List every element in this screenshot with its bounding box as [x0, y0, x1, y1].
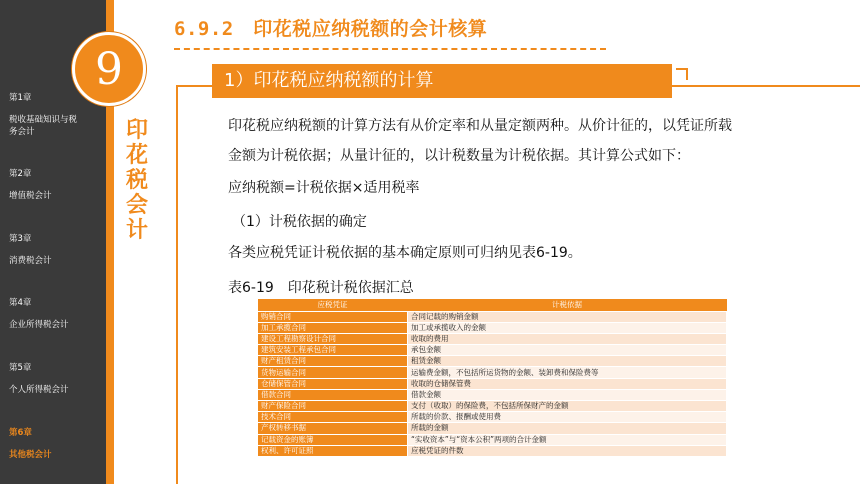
section-number-badge: 9 [72, 32, 146, 106]
table-cell-basis: 加工或承揽收入的金额 [408, 322, 727, 333]
chapter-name: 税收基础知识与税务会计 [9, 115, 78, 137]
table-row [258, 367, 727, 378]
chapter-number: 第3章 [9, 234, 32, 244]
tax-basis-table [257, 299, 727, 457]
table-cell-document: 加工承揽合同 [258, 322, 408, 333]
table-cell-document: 建设工程勘察设计合同 [258, 333, 408, 344]
sidebar-item-chapter-3[interactable] [9, 233, 52, 267]
table-cell-document: 权利、许可证照 [258, 445, 408, 456]
chapter-number: 第4章 [9, 298, 32, 308]
sidebar-item-chapter-6[interactable] [9, 427, 52, 461]
sidebar-item-chapter-2[interactable] [9, 168, 52, 202]
sidebar-item-chapter-5[interactable] [9, 362, 69, 396]
table-cell-document: 技术合同 [258, 412, 408, 423]
table-cell-basis: 所载的价款、报酬或使用费 [408, 412, 727, 423]
subsection-title: 1）印花税应纳税额的计算 [212, 64, 672, 98]
table-row [258, 311, 727, 322]
table-row [258, 389, 727, 400]
table-row [258, 322, 727, 333]
sidebar-item-chapter-1[interactable] [9, 92, 79, 138]
table-row [258, 445, 727, 456]
point-heading: （1）计税依据的确定 [232, 214, 367, 230]
title-divider [174, 48, 606, 50]
table-cell-basis: 支付（收取）的保险费，不包括所保财产的金额 [408, 401, 727, 412]
body-text: 金额为计税依据；从量计征的，以计税数量为计税依据。其计算公式如下： [228, 148, 690, 164]
chapter-name: 消费税会计 [9, 256, 52, 266]
table-cell-basis: 应税凭证的件数 [408, 445, 727, 456]
table-row [258, 333, 727, 344]
table-row [258, 345, 727, 356]
column-header: 计税依据 [408, 299, 727, 311]
body-text: 各类应税凭证计税依据的基本确定原则可归纳见表6-19。 [228, 245, 582, 261]
table-cell-document: 货物运输合同 [258, 367, 408, 378]
table-cell-basis: 所载的金额 [408, 423, 727, 434]
formula-text: 应纳税额=计税依据×适用税率 [228, 180, 420, 196]
table-row [258, 423, 727, 434]
table-cell-document: 财产保险合同 [258, 401, 408, 412]
table-caption: 表6-19 印花税计税依据汇总 [228, 280, 414, 296]
table-cell-document: 借款合同 [258, 389, 408, 400]
table-cell-basis: 合同记载的购销金额 [408, 311, 727, 322]
table-row [258, 412, 727, 423]
table-cell-basis: 借款金额 [408, 389, 727, 400]
table-row [258, 356, 727, 367]
sidebar-item-chapter-4[interactable] [9, 297, 69, 331]
table-row [258, 434, 727, 445]
table-row [258, 378, 727, 389]
table-cell-document: 购销合同 [258, 311, 408, 322]
chapter-name: 增值税会计 [9, 191, 52, 201]
table-cell-basis: “实收资本”与“资本公积”两项的合计金额 [408, 434, 727, 445]
table-cell-basis: 租赁金额 [408, 356, 727, 367]
column-header: 应税凭证 [258, 299, 408, 311]
chapter-number: 第6章 [9, 428, 32, 438]
table-row [258, 401, 727, 412]
table-cell-document: 财产租赁合同 [258, 356, 408, 367]
chapter-name: 企业所得税会计 [9, 320, 69, 330]
table-cell-document: 建筑安装工程承包合同 [258, 345, 408, 356]
frame-corner [676, 68, 688, 80]
vertical-section-label: 印花税会计 [125, 118, 148, 243]
chapter-number: 第5章 [9, 363, 32, 373]
table-cell-document: 产权转移书据 [258, 423, 408, 434]
chapter-number: 第2章 [9, 169, 32, 179]
body-text: 印花税应纳税额的计算方法有从价定率和从量定额两种。从价计征的，以凭证所载 [228, 118, 732, 134]
page-title: 6.9.2 印花税应纳税额的会计核算 [174, 18, 488, 40]
table-cell-basis: 收取的费用 [408, 333, 727, 344]
chapter-name: 其他税会计 [9, 450, 52, 460]
chapter-name: 个人所得税会计 [9, 385, 69, 395]
table-cell-basis: 收取的仓储保管费 [408, 378, 727, 389]
table-cell-document: 仓储保管合同 [258, 378, 408, 389]
chapter-number: 第1章 [9, 93, 32, 103]
table-cell-document: 记载资金的账簿 [258, 434, 408, 445]
table-cell-basis: 承包金额 [408, 345, 727, 356]
table-cell-basis: 运输费金额，不包括所运货物的金额、装卸费和保险费等 [408, 367, 727, 378]
